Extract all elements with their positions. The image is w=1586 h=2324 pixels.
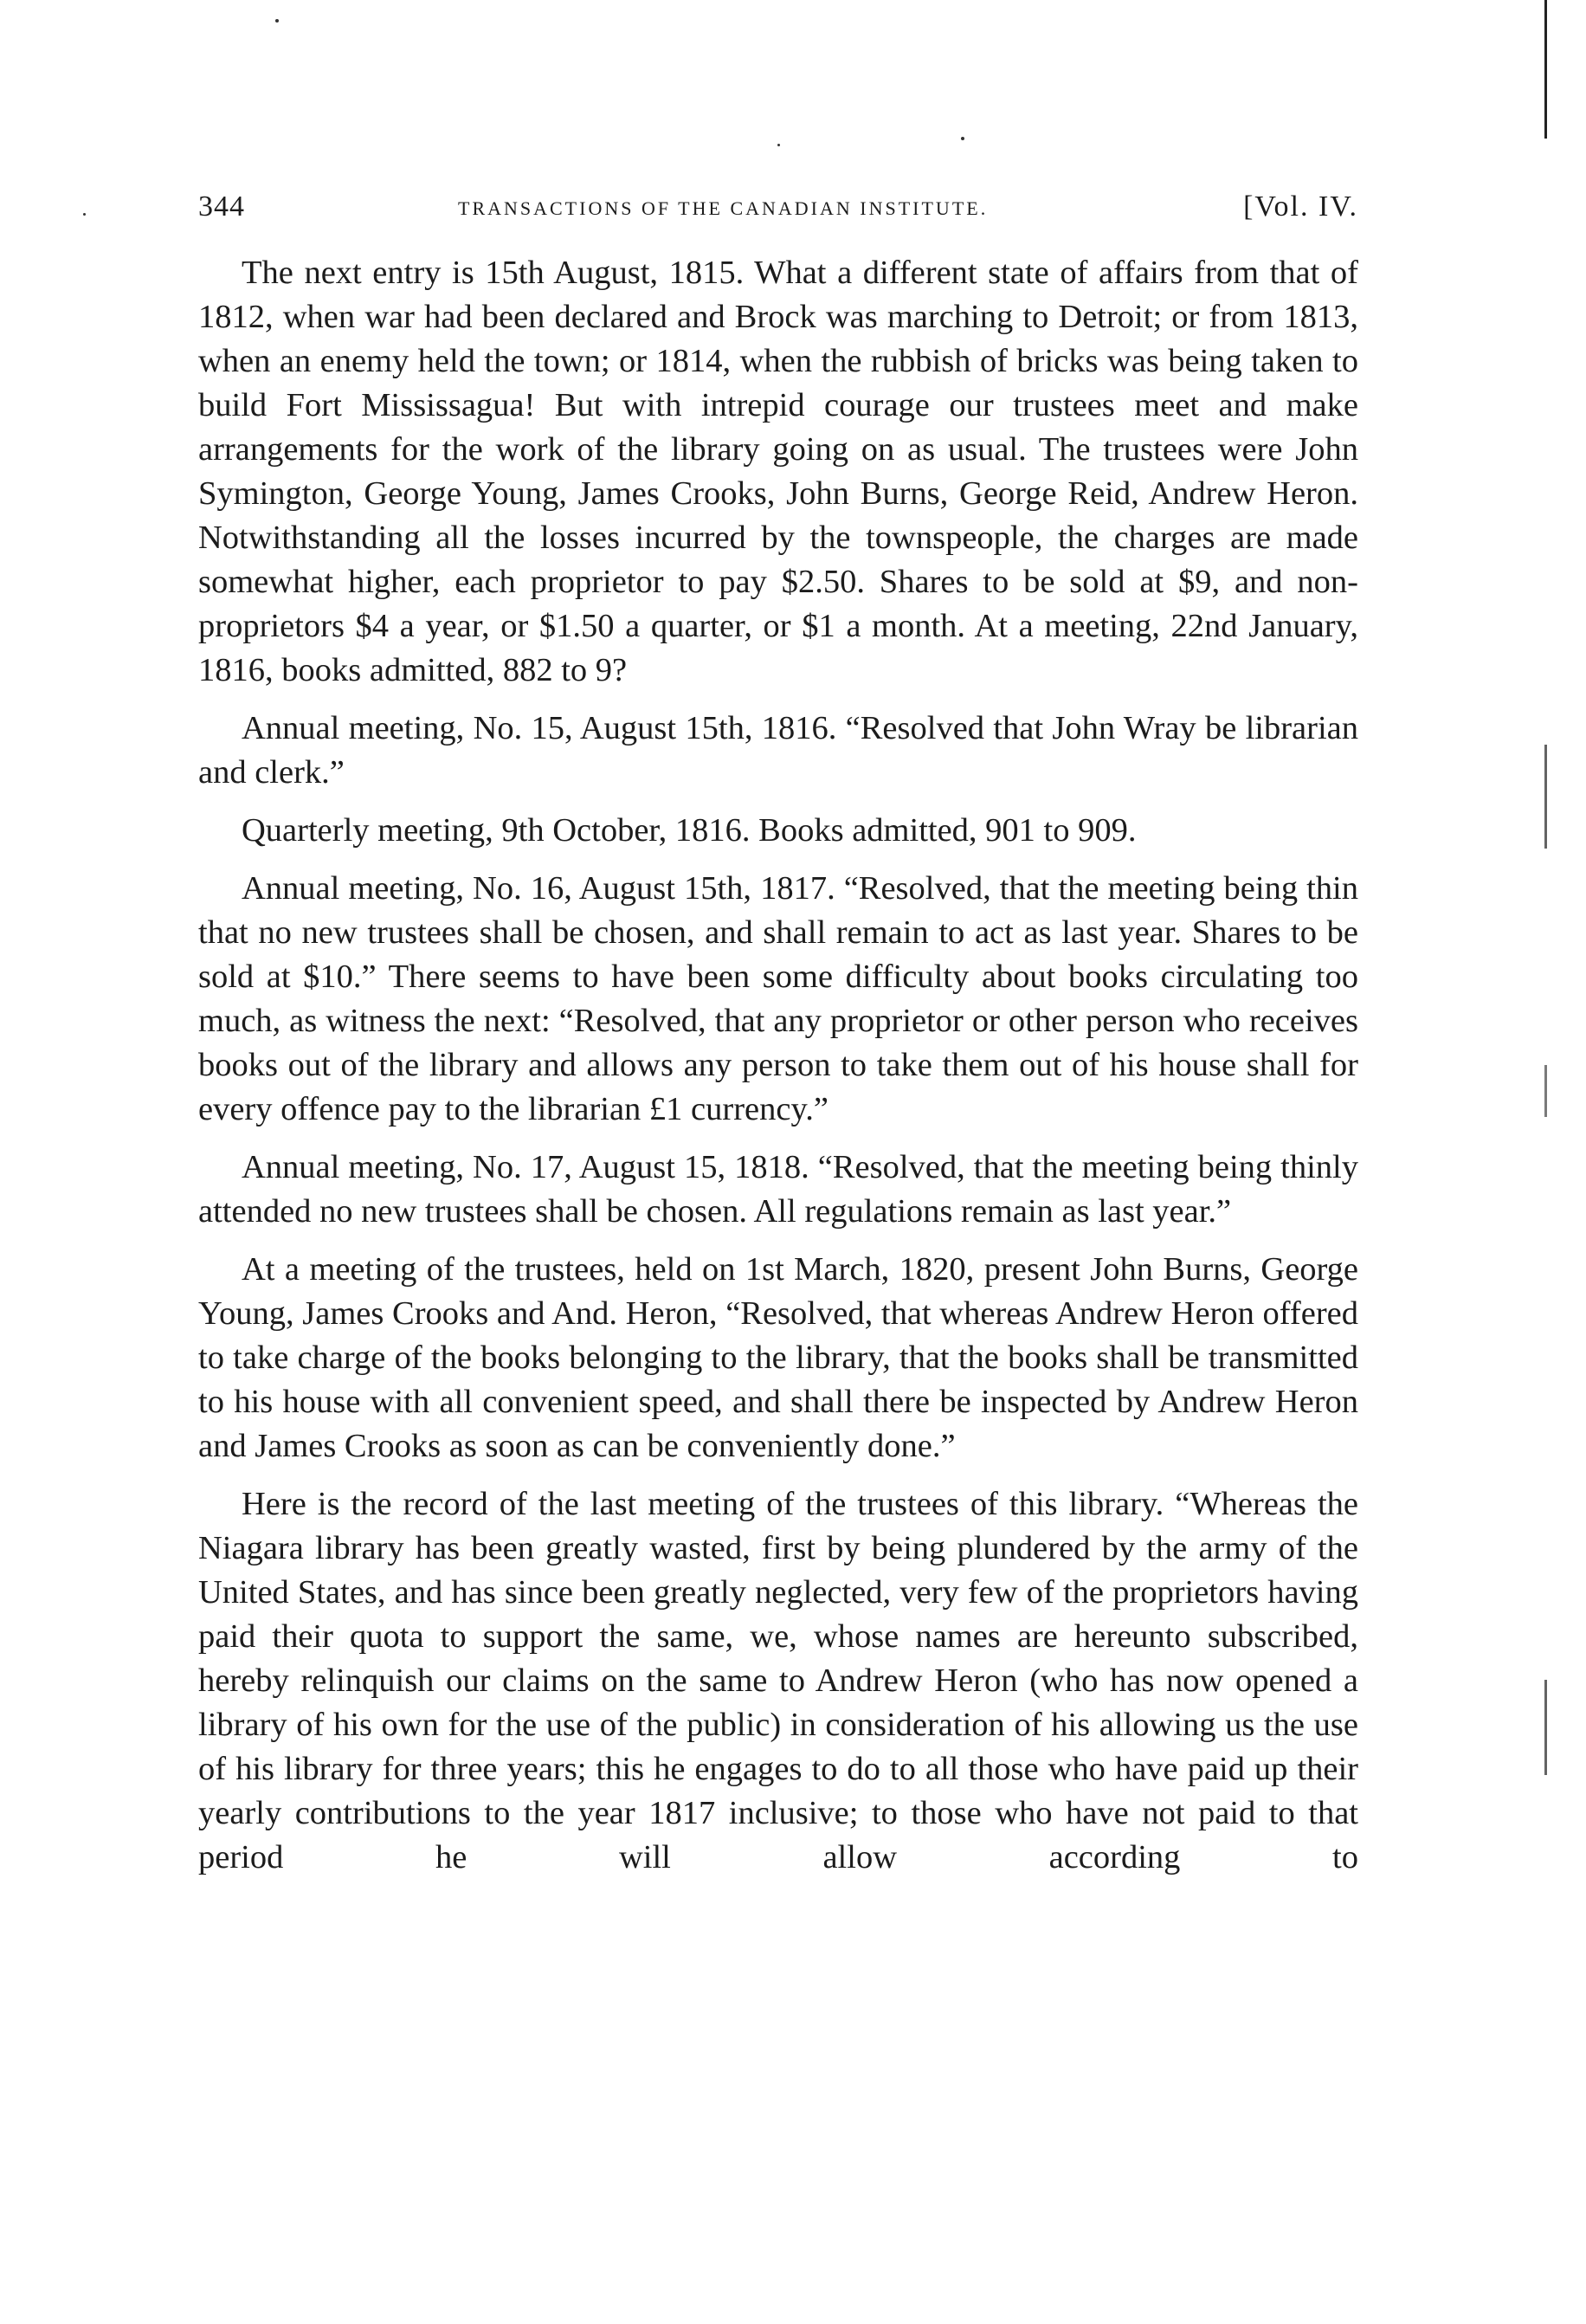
paragraph: The next entry is 15th August, 1815. What a different state of affairs from that of 1812, when war had been declared and Brock was marching to Detroit; or from 1813, when an enemy held the town; or 1814, when the rubbish of bricks was being taken to build Fort Mississagua! But with intrepid courage our trustees meet and make arrangements for the work of the library going on as usual. The trustees were John Symington, George Young, James Crooks, John Burns, George Reid, Andrew Heron. Notwithstanding all the losses incurred by the townspeople, the charges are made somewhat higher, each proprietor to pay $2.50. Shares to be sold at $9, and non-proprietors $4 a year, or $1.50 a quarter, or $1 a month. At a meeting, 22nd January, 1816, books admitted, 882 to 9? (198, 255, 1358, 688)
paragraph: Quarterly meeting, 9th October, 1816. Books admitted, 901 to 909. (242, 812, 1137, 849)
running-title: TRANSACTIONS OF THE CANADIAN INSTITUTE. (458, 197, 989, 219)
scan-edge-line (1544, 745, 1547, 849)
scan-edge-line (1544, 0, 1547, 139)
body-text (198, 251, 1358, 1894)
scan-edge-line (1544, 1680, 1547, 1775)
paragraph: Annual meeting, No. 15, August 15th, 1816. “Resolved that John Wray be librarian and clerk.” (198, 710, 1358, 791)
paragraph: Here is the record of the last meeting of the trustees of this library. “Whereas the Niagara library has been greatly wasted, first by being plundered by the army of the United States, and has since been greatly neglected, very few of the proprietors having paid their quota to support the same, we, whose names are hereunto subscribed, hereby relinquish our claims on the same to Andrew Heron (who has now opened a library of his own for the use of the public) in consideration of his allowing us the use of his library for three years; this he engages to do to all those who have paid up their yearly contributions to the year 1817 inclusive; to those who have not paid to that period he will allow according to (198, 1486, 1358, 1875)
scan-speck (83, 213, 86, 216)
paragraph: Annual meeting, No. 17, August 15, 1818. “Resolved, that the meeting being thinly attended no new trustees shall be chosen. All regulations remain as last year.” (198, 1149, 1358, 1230)
scan-edge-line (1544, 1065, 1547, 1117)
volume-label: [Vol. IV. (1243, 190, 1358, 223)
paragraph: Annual meeting, No. 16, August 15th, 1817. “Resolved, that the meeting being thin that no new trustees shall be chosen, and shall remain to act as last year. Shares to be sold at $10.” There seems to have been some difficulty about books circulating too much, as witness the next: “Resolved, that any proprietor or other person who receives books out of the library and allows any person to take them out of his house shall for every offence pay to the librarian £1 currency.” (198, 870, 1358, 1127)
scan-speck (275, 19, 279, 23)
scan-speck (777, 144, 780, 146)
scan-speck (961, 137, 964, 140)
running-header (198, 190, 1358, 234)
page-number: 344 (198, 190, 245, 223)
paragraph: At a meeting of the trustees, held on 1st March, 1820, present John Burns, George Young, James Crooks and And. Heron, “Resolved, that whereas Andrew Heron offered to take charge of the books belonging to the library, that the books shall be transmitted to his house with all convenient speed, and shall there be inspected by Andrew Heron and James Crooks as soon as can be conveniently done.” (198, 1251, 1358, 1464)
